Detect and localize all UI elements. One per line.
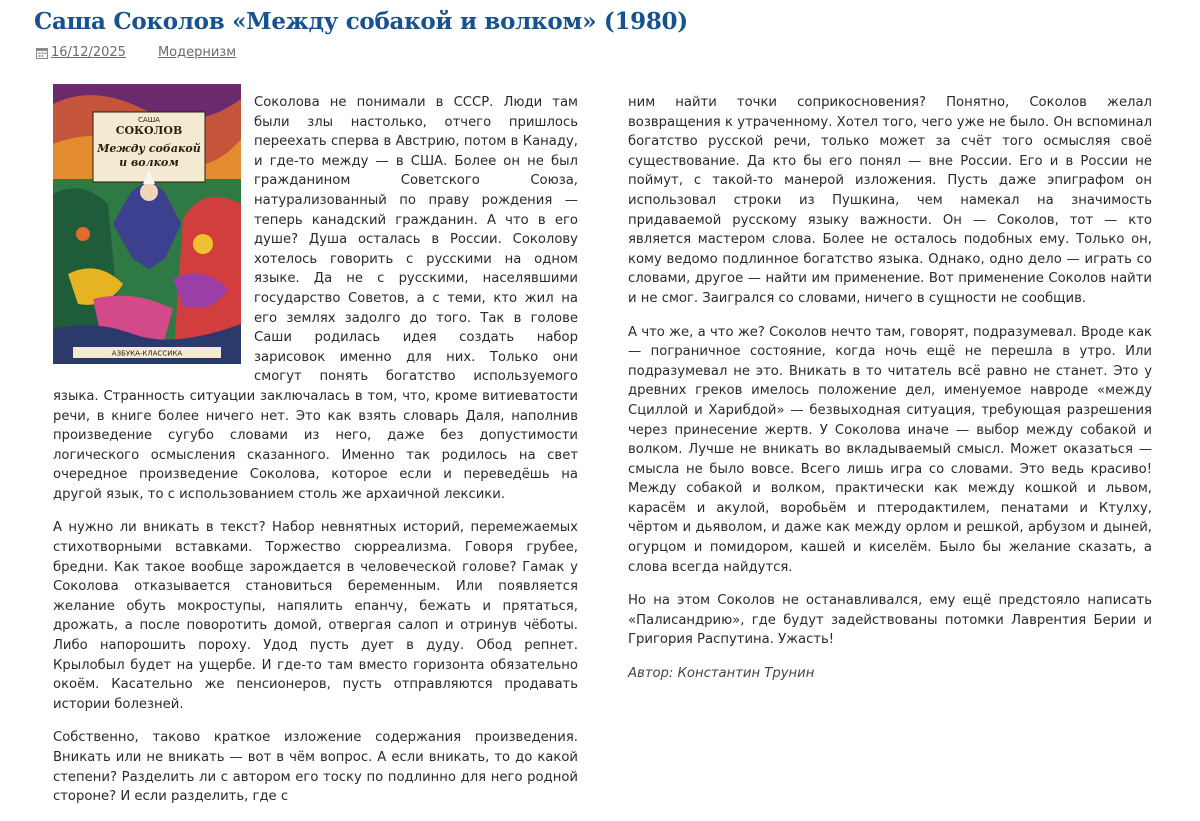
category-link[interactable]: Модернизм — [157, 45, 237, 60]
calendar-icon — [36, 47, 48, 59]
cover-author-big: СОКОЛОВ — [115, 124, 183, 137]
paragraph-6: Но на этом Соколов не останавливался, ему ещё предстояло написать «Палисандрию», где будут задействованы потомки Лаврентия Берии и Григория Распутина. Ужасть! — [628, 593, 1152, 648]
article-column-right — [628, 93, 1152, 698]
cover-series: АЗБУКА-КЛАССИКА — [111, 349, 183, 358]
author-signature: Автор: Константин Трунин — [628, 666, 815, 682]
cover-title-2: и волком — [119, 156, 179, 169]
paragraph-5: А что же, а что же? Соколов нечто там, говорят, подразумевал. Вроде как — пограничное состояние, когда ночь ещё не перешла в утро. Или подразумевал не это. Вникать в то читатель всё равно не станет. Это у древних греков имелось положение дел, именуемое навроде «между Сциллой и Харибдой» — безвыходная ситуация, требующая разрешения через принесение жертв. У Соколова иначе — выбор между собакой и волком. Лучше не вникать во вкладываемый смысл. Может оказаться — смысла не было вовсе. Всего лишь игра со словами. Это ведь красиво! Между собакой и волком, практически как между кошкой и львом, карасём и акулой, воробьём и птеродактилем, пенатами и Ктулху, чёртом и дьяволом, и даже как между орлом и решкой, арбузом и дыней, огурцом и помидором, кашей и киселём. Было бы желание сказать, а слова всегда найдутся. — [628, 324, 1152, 575]
cover-title-1: Между собакой — [97, 142, 201, 155]
paragraph-1: Соколова не понимали в СССР. Люди там были злы настолько, отчего пришлось переехать сперва в Австрию, потом в Канаду, и где-то между — в США. Более он не был гражданином Советского Союза, натурализованный по праву рождения — теперь канадский гражданин. А что в его душе? Душа осталась в России. Соколову хотелось говорить с русскими на одном языке. Да не с русскими, населявшими государство Советов, а с теми, кто жил на его землях задолго до того. Так в голове Саши родилась идея создать набор зарисовок именно для них. Только они смогут понять богатство используемого языка. Странность ситуации заключалась в том, что, кроме витиеватости речи, в книге более ничего нет. Это как взять словарь Даля, наполнив произведение сугубо словами из него, даже без допустимости логического осмысления сказанного. Именно так родилось на свет очередное произведение Соколова, которое если и переведёшь на другой язык, то с использованием столь же архаичной лексики. — [53, 95, 578, 502]
post-date-link[interactable]: 16/12/2025 — [51, 45, 126, 60]
cover-author-small: САША — [138, 116, 160, 124]
paragraph-2: А нужно ли вникать в текст? Набор невнятных историй, перемежаемых стихотворными вставками. Торжество сюрреализма. Говоря грубее, бредни. Как такое вообще зарождается в человеческой голове? Гамак у Соколова отказывается становиться беременным. Или появляется желание обуть мокроступы, напялить епанчу, бежать и прятаться, дрожать, а после поворотить домой, отвергая салоп и отринув чёботы. Либо напорошить пороху. Удод пусть дует в дуду. Обод репнет. Крылобыл будет на ущербе. И где-то там вместо горизонта обязательно окоём. Касательно же пенсионеров, пусть отправляются продавать истории болезней. — [53, 520, 578, 712]
paragraph-4: ним найти точки соприкосновения? Понятно, Соколов желал возвращения к утраченному. Хотел того, чего уже не было. Он вспоминал богатство русской речи, только может за счёт того осмысляя своё существование. Да кто бы его понял — вне России. Его и в России не поймут, с такой-то манерой изложения. Пусть даже эпиграфом он использовал строки из Пушкина, чем намекал на значимость придаваемой русскому языку важности. Он — Соколов, тот — кто является мастером слова. Более не осталось подобных ему. Только он, кому ведомо подлинное богатство языка. Однако, одно дело — играть со словами, другое — найти им применение. Вот применение Соколов найти и не смог. Заигрался со словами, ничего в сущности не сообщив. — [628, 95, 1152, 306]
article-column-left — [53, 93, 578, 821]
book-cover-image — [53, 84, 241, 364]
paragraph-3: Собственно, таково краткое изложение содержания произведения. Вникать или не вникать — вот в чём вопрос. А если вникать, то до какой степени? Разделить ли с автором его тоску по подлинно для него родной стороне? И если разделить, где с — [53, 730, 578, 805]
page-title: Саша Соколов «Между собакой и волком» (1980) — [34, 8, 688, 35]
post-meta — [36, 45, 236, 60]
